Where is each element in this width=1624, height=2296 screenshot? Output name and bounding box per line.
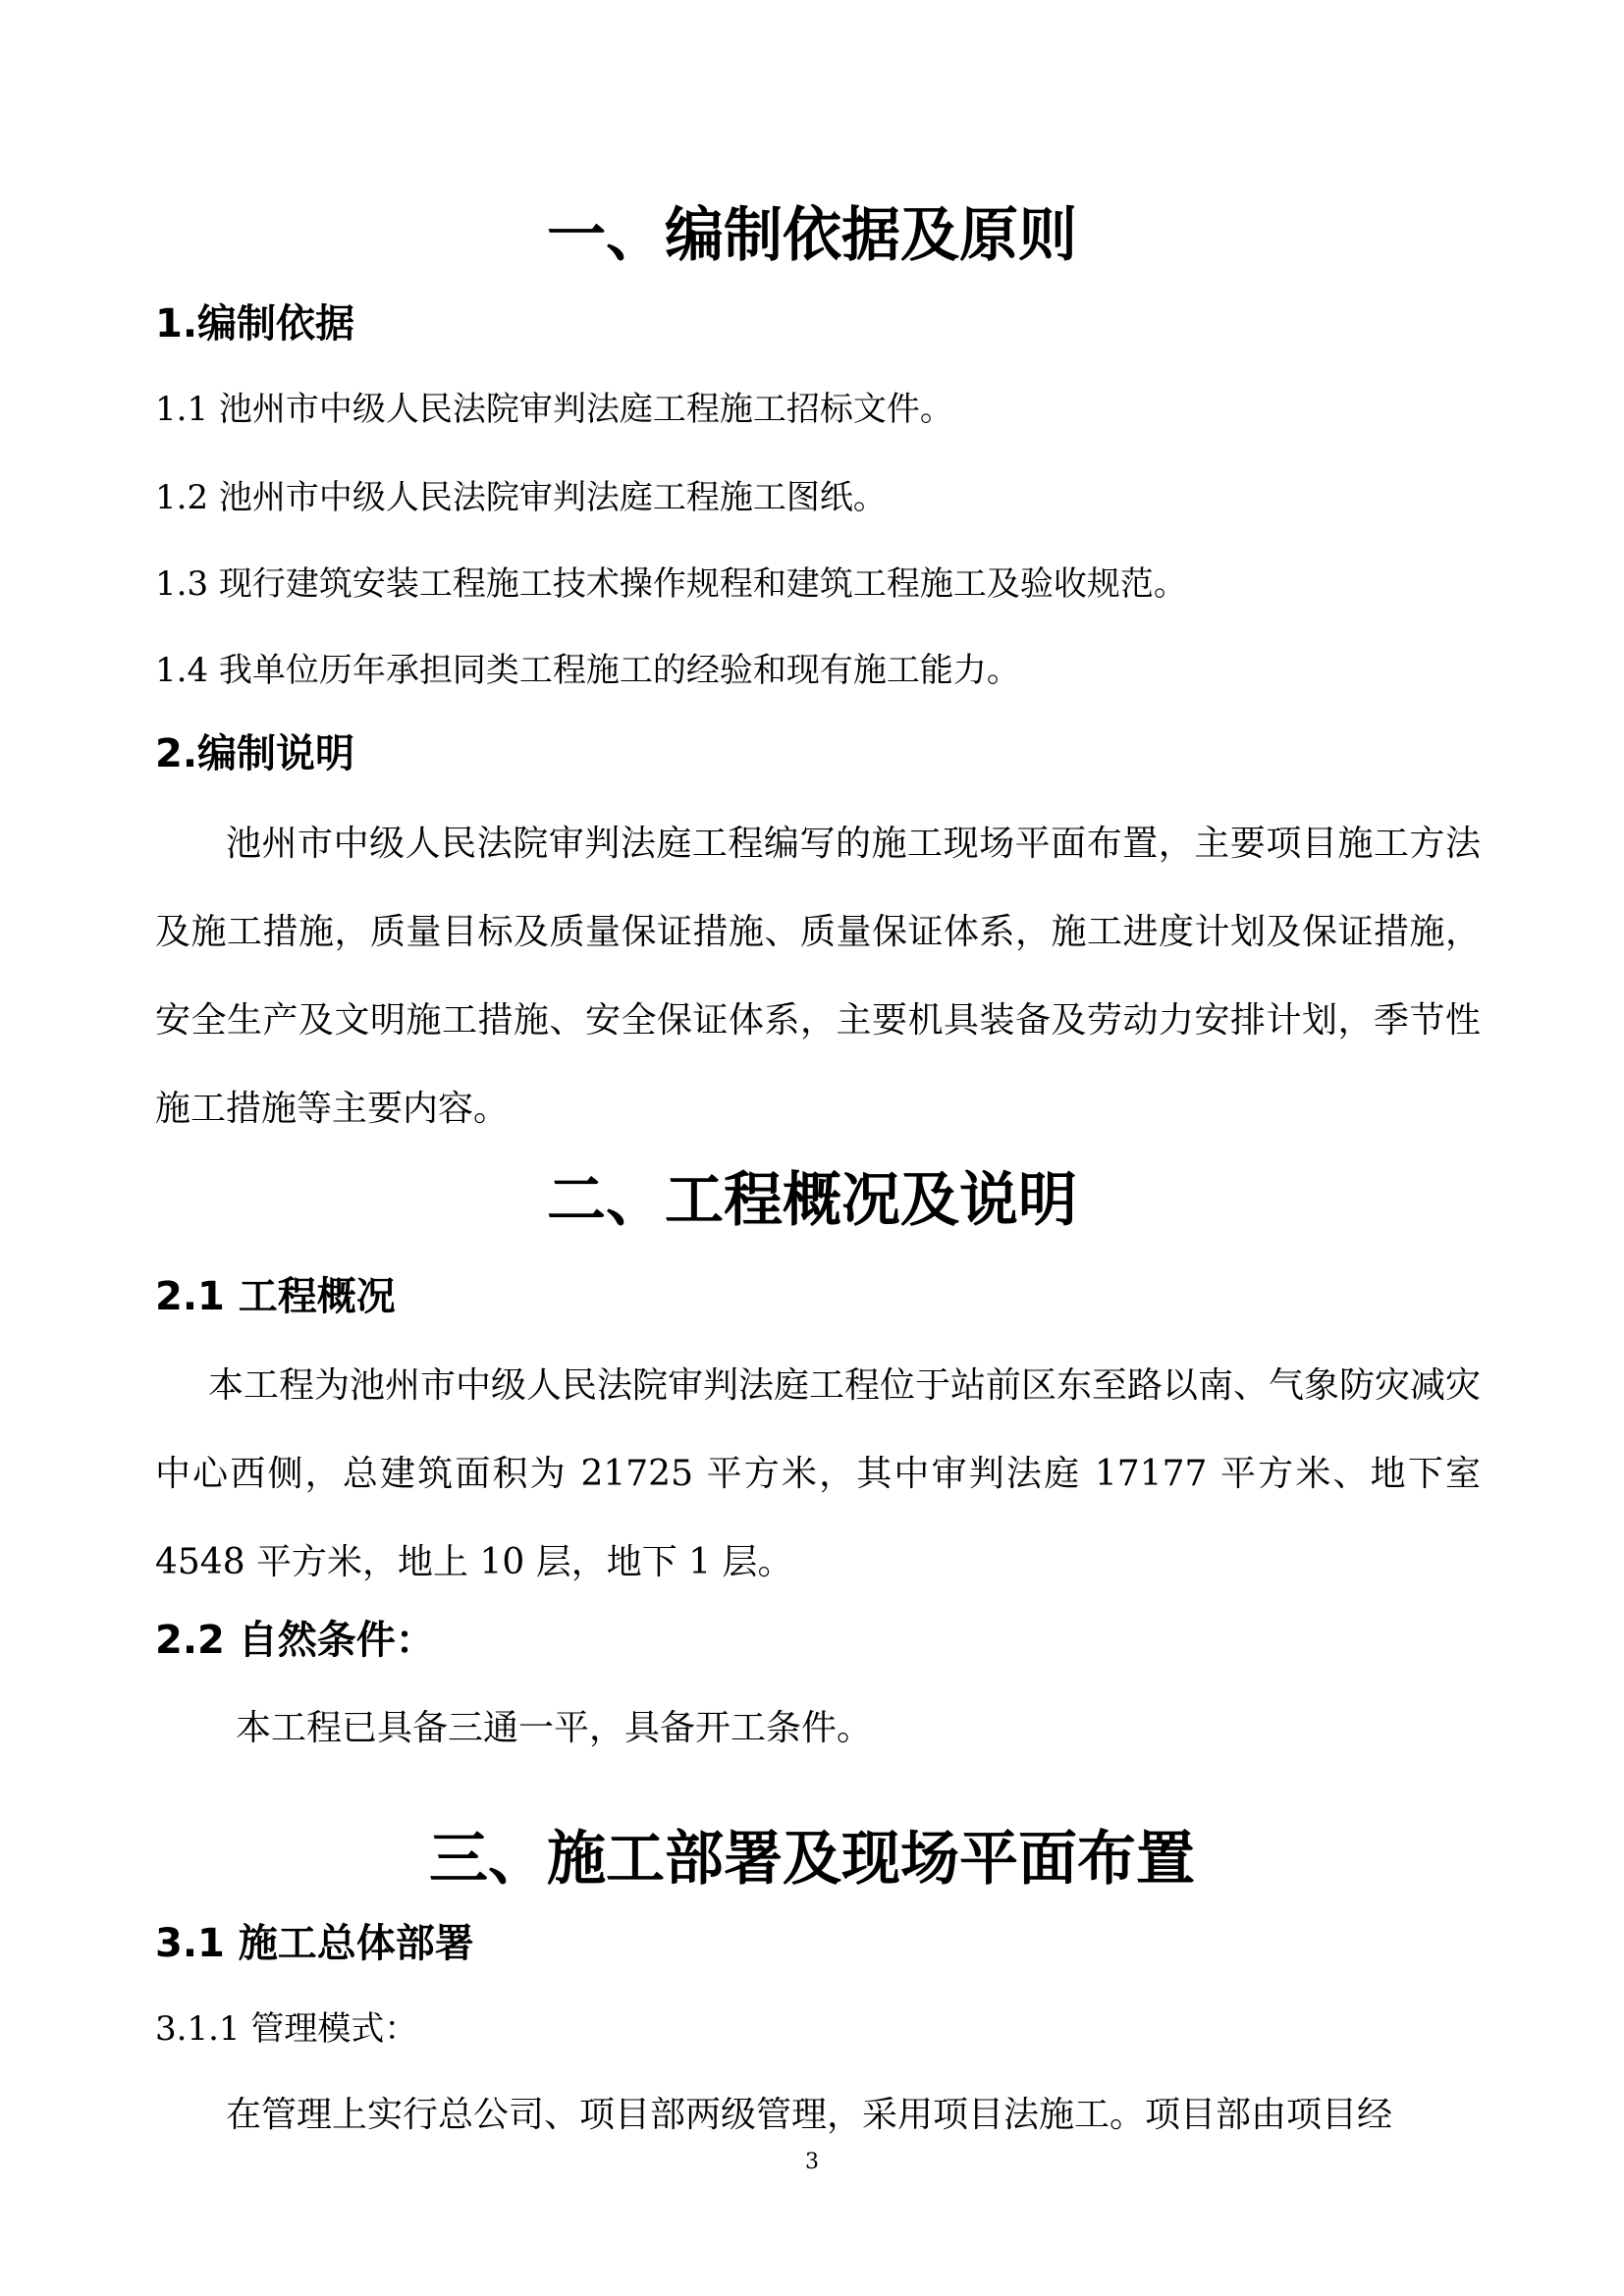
section-title-2: 二、工程概况及说明 [547,1166,1077,1235]
basis-item-2: 1.2 池州市中级人民法院审判法庭工程施工图纸。 [155,478,887,517]
management-mode-item: 3.1.1 管理模式： [155,2009,418,2049]
subsection-heading-overview: 2.1 工程概况 [155,1274,396,1319]
subsection-heading-basis: 1.编制依据 [155,301,355,347]
section-title-3: 三、施工部署及现场平面布置 [429,1825,1195,1894]
basis-item-3: 1.3 现行建筑安装工程施工技术操作规程和建筑工程施工及验收规范。 [155,564,1187,604]
subsection-heading-natural-conditions: 2.2 自然条件： [155,1618,435,1663]
overview-paragraph: 本工程为池州市中级人民法院审判法庭工程位于站前区东至路以南、气象防灾减灾中心西侧，总建筑面积为 21725 平方米，其中审判法庭 17177 平方米、地下室 4548 平方米，地上 10 层，地下 1 层。 [155,1365,1482,1582]
management-paragraph: 在管理上实行总公司、项目部两级管理，采用项目法施工。项目部由项目经 [226,2095,1393,2135]
subsection-heading-deployment: 3.1 施工总体部署 [155,1921,474,1966]
basis-item-4: 1.4 我单位历年承担同类工程施工的经验和现有施工能力。 [155,651,1020,690]
page-number: 3 [805,2150,819,2174]
natural-conditions-text: 本工程已具备三通一平，具备开工条件。 [236,1708,873,1748]
basis-item-1: 1.1 池州市中级人民法院审判法庭工程施工招标文件。 [155,390,953,429]
subsection-heading-explanation: 2.编制说明 [155,731,355,776]
section-title-1: 一、编制依据及原则 [547,201,1077,270]
explanation-paragraph: 池州市中级人民法院审判法庭工程编写的施工现场平面布置，主要项目施工方法及施工措施，质量目标及质量保证措施、质量保证体系，施工进度计划及保证措施，安全生产及文明施工措施、安全保证体系，主要机具装备及劳动力安排计划，季节性施工措施等主要内容。 [155,824,1481,1129]
